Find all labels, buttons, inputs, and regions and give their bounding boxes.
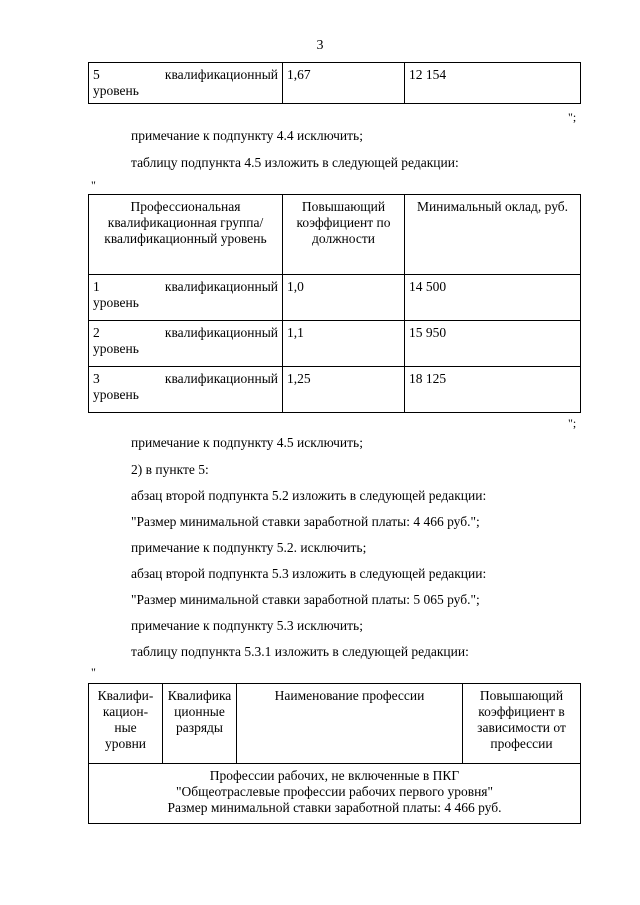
level-number: 2 [93,325,100,340]
table-row [89,764,581,824]
level-tail: уровень [93,295,139,310]
level-number: 3 [93,371,100,386]
paragraph: "Размер минимальной ставки заработной платы: 4 466 руб."; [131,514,480,529]
span-cell [89,764,581,824]
page-number: 3 [316,38,324,53]
level-cell [89,63,283,104]
level-tail: уровень [93,341,139,356]
level-tail: уровень [93,83,139,98]
quote-open-1: " [91,178,96,192]
quote-close-2: "; [568,416,577,430]
coef-cell: 1,0 [283,275,405,321]
level-number: 5 [93,67,100,82]
header-cell-profession: Наименование профессии [237,684,463,764]
coef-cell: 1,1 [283,321,405,367]
header-cell-salary: Минимальный оклад, руб. [405,195,581,275]
paragraph: абзац второй подпункта 5.2 изложить в следующей редакции: [131,488,487,503]
span-line: Профессии рабочих, не включенные в ПКГ [209,768,460,783]
header-cell-coef: Повышающий коэффициент в зависимости от профессии [463,684,581,764]
span-line: Размер минимальной ставки заработной платы: 4 466 руб. [167,800,502,815]
paragraph: "Размер минимальной ставки заработной платы: 5 065 руб."; [131,592,480,607]
table-row [89,275,581,321]
professions-table [88,683,581,824]
level-word: квалификационный [164,67,278,82]
quote-open-2: " [91,665,96,679]
header-cell-group: Профессиональная квалификационная группа/квалификационный уровень [89,195,283,275]
paragraph: примечание к подпункту 5.3 исключить; [131,618,363,633]
table-row [89,367,581,413]
paragraph: таблицу подпункта 5.3.1 изложить в следующей редакции: [131,644,469,659]
table-row [89,321,581,367]
span-line: "Общеотраслевые профессии рабочих первого уровня" [175,784,494,799]
level-cell [89,367,283,413]
level-tail: уровень [93,387,139,402]
paragraph: примечание к подпункту 4.4 исключить; [131,128,363,143]
level-word: квалификационный [164,279,278,294]
table-row [89,63,581,104]
qualification-table [88,194,581,413]
paragraph: 2) в пункте 5: [131,462,209,477]
header-cell-grades: Квалифика ционные разряды [163,684,237,764]
paragraph: абзац второй подпункта 5.3 изложить в следующей редакции: [131,566,487,581]
salary-cell: 14 500 [405,275,581,321]
level-cell [89,275,283,321]
salary-cell: 15 950 [405,321,581,367]
table-header-row [89,684,581,764]
level-number: 1 [93,279,100,294]
salary-cell: 18 125 [405,367,581,413]
header-cell-coef: Повышающий коэффициент по должности [283,195,405,275]
level-word: квалификационный [164,325,278,340]
coef-cell: 1,25 [283,367,405,413]
table-header-row [89,195,581,275]
coef-cell: 1,67 [283,63,405,104]
level-cell [89,321,283,367]
table-continuation [88,62,581,104]
header-cell-levels: Квалифи-кацион-ные уровни [89,684,163,764]
level-word: квалификационный [164,371,278,386]
salary-cell: 12 154 [405,63,581,104]
paragraph: примечание к подпункту 5.2. исключить; [131,540,367,555]
quote-close-1: "; [568,110,577,124]
paragraph: примечание к подпункту 4.5 исключить; [131,435,363,450]
paragraph: таблицу подпункта 4.5 изложить в следующей редакции: [131,155,459,170]
